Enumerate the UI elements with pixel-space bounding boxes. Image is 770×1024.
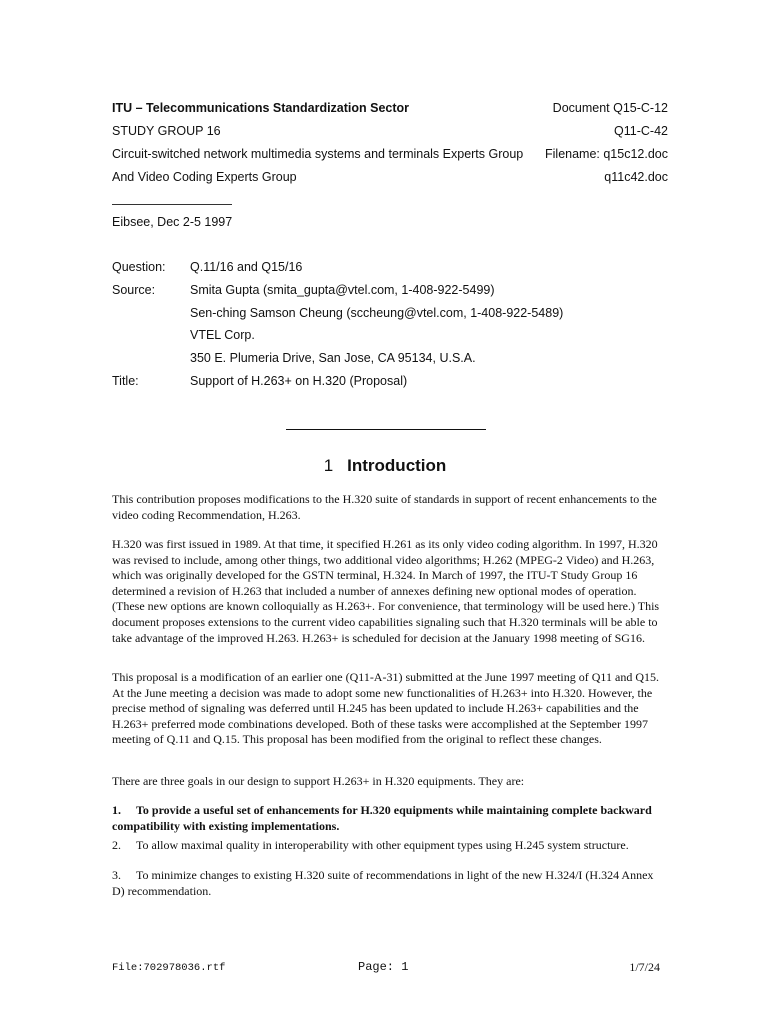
source-line: Smita Gupta (smita_gupta@vtel.com, 1-408-922-5499) — [190, 283, 495, 297]
source-line: VTEL Corp. — [190, 328, 255, 342]
question-label: Question: — [112, 260, 166, 274]
goal-number: 3. — [112, 868, 121, 882]
goal-item — [112, 838, 660, 854]
paragraph: There are three goals in our design to support H.263+ in H.320 equipments. They are: — [112, 774, 525, 788]
goal-text: To provide a useful set of enhancements for H.320 equipments while maintaining complete backward compatibility with existing implementations. — [112, 803, 652, 833]
filename-2: q11c42.doc — [604, 170, 668, 184]
org-name: ITU – Telecommunications Standardization Sector — [112, 101, 410, 115]
goal-item — [112, 868, 660, 899]
document-number: Document Q15-C-12 — [552, 101, 668, 115]
experts-group-2: And Video Coding Experts Group — [112, 170, 297, 184]
header-divider — [112, 204, 232, 205]
section-heading — [0, 456, 770, 476]
footer-filename: File:702978036.rtf — [112, 962, 226, 974]
source-label: Source: — [112, 283, 156, 297]
study-group: STUDY GROUP 16 — [112, 124, 221, 138]
experts-group-1: Circuit-switched network multimedia systems and terminals Experts Group — [112, 147, 524, 161]
location-date: Eibsee, Dec 2-5 1997 — [112, 215, 233, 229]
goal-number: 1. — [112, 803, 121, 817]
goal-text: To allow maximal quality in interoperability with other equipment types using H.245 system structure. — [136, 838, 629, 852]
section-number: 1 — [323, 456, 334, 475]
document-number-2: Q11-C-42 — [614, 124, 668, 138]
section-divider — [286, 429, 486, 430]
source-line: Sen-ching Samson Cheung (sccheung@vtel.com, 1-408-922-5489) — [190, 306, 564, 320]
goal-number: 2. — [112, 838, 121, 852]
section-title: Introduction — [347, 456, 447, 475]
paragraph: This proposal is a modification of an earlier one (Q11-A-31) submitted at the June 1997 meeting of Q11 and Q15. At the June meeting a decision was made to adopt some new functionalities of H.263+ into H.320. However, the precise method of signaling was deferred until H.245 has been updated to include H.263+ capabilities and the H.263+ preferred mode combinations developed. Both of these tasks were accomplished at the September 1997 meeting of Q.11 and Q.15. This proposal has been modified from the original to reflect these changes. — [112, 670, 659, 747]
goal-item — [112, 803, 660, 834]
source-line: 350 E. Plumeria Drive, San Jose, CA 95134, U.S.A. — [190, 351, 476, 365]
title-value: Support of H.263+ on H.320 (Proposal) — [190, 374, 408, 388]
title-label: Title: — [112, 374, 139, 388]
question-value: Q.11/16 and Q15/16 — [190, 260, 303, 274]
footer-page: Page: 1 — [358, 960, 409, 974]
footer-date: 1/7/24 — [629, 960, 660, 974]
goal-text: To minimize changes to existing H.320 suite of recommendations in light of the new H.324/I (H.324 Annex D) recommendation. — [112, 868, 654, 898]
paragraph: This contribution proposes modifications to the H.320 suite of standards in support of recent enhancements to the video coding Recommendation, H.263. — [112, 492, 657, 522]
filename: Filename: q15c12.doc — [545, 147, 668, 161]
paragraph: H.320 was first issued in 1989. At that time, it specified H.261 as its only video coding algorithm. In 1997, H.320 was revised to include, among other things, two additional video algorithms; H.262 (MPEG-2 Video) and H.263, which was originally developed for the GSTN terminal, H.324. In March of 1997, the ITU-T Study Group 16 determined a revision of H.263 that included a number of annexes defining new optional modes of operation. (These new options are known colloquially as H.263+. For convenience, that terminology will be used here.) This document proposes extensions to the current video capabilities signaling such that H.320 terminals will be able to take advantage of the improved H.263. H.263+ is scheduled for decision at the January 1998 meeting of SG16. — [112, 537, 660, 645]
